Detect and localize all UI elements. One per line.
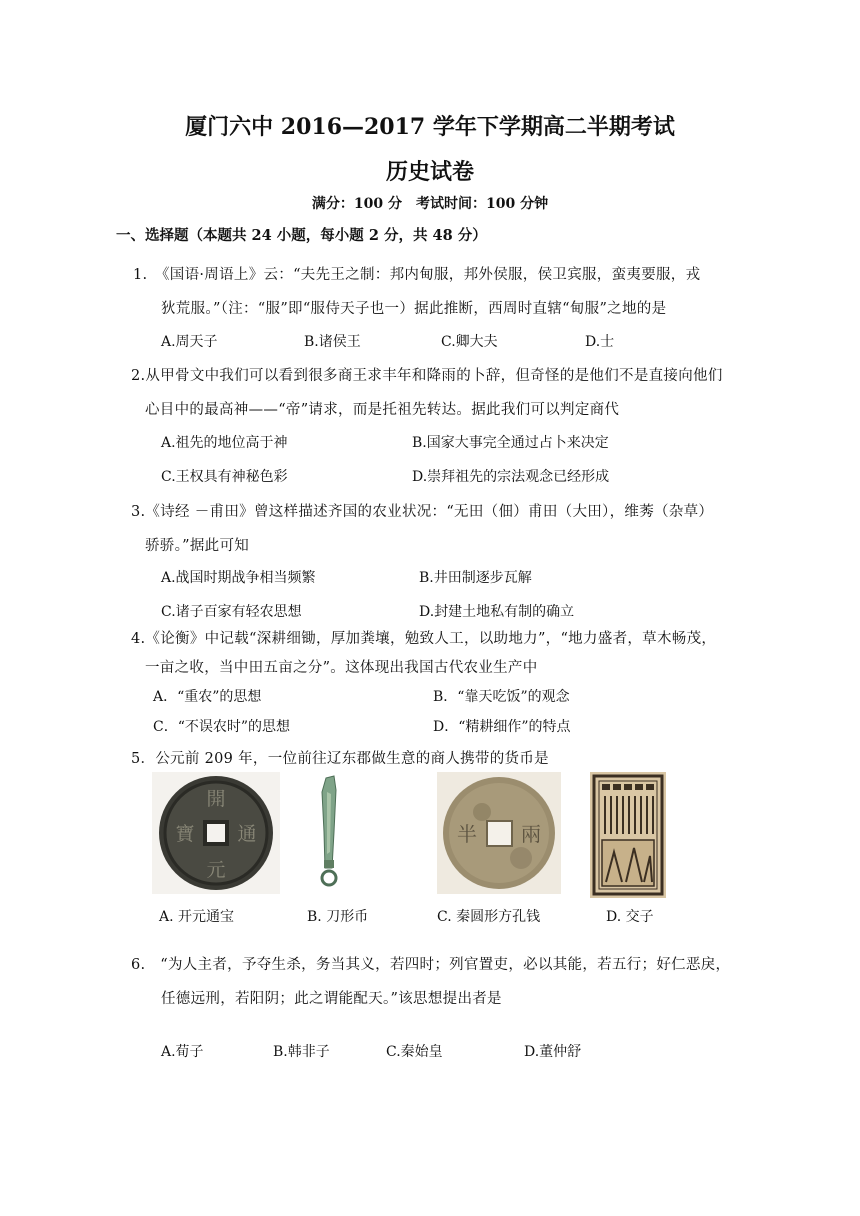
q6-option-a: A.荀子 — [161, 1044, 204, 1060]
q2-option-a: A.祖先的地位高于神 — [161, 435, 288, 451]
q4-line-2: 一亩之收，当中田五亩之分”。这体现出我国古代农业生产中 — [145, 660, 538, 676]
q5-line-1: 5．公元前 209 年，一位前往辽东郡做生意的商人携带的货币是 — [131, 751, 549, 767]
q4-option-c: C．“不误农时”的思想 — [153, 719, 291, 735]
q2-line-2: 心目中的最高神——“帝”请求，而是托祖先转达。据此我们可以判定商代 — [145, 402, 620, 418]
knife-money-image — [300, 772, 376, 894]
q3-line-2: 骄骄。”据此可知 — [145, 538, 250, 554]
exam-meta: 满分：100 分 考试时间：100 分钟 — [311, 196, 549, 212]
q4-option-b: B．“靠天吃饭”的观念 — [433, 689, 570, 705]
qin-banliang-coin-image — [437, 772, 561, 894]
coin1-char-top: 開 — [206, 788, 226, 810]
jiaozi-paper-note-image — [590, 772, 666, 898]
q1-option-d: D.士 — [585, 334, 615, 350]
exam-subtitle: 历史试卷 — [385, 159, 474, 185]
q5-option-b: B. 刀形币 — [307, 909, 369, 925]
q5-option-d: D. 交子 — [606, 909, 654, 925]
coin1-char-left: 寶 — [175, 823, 195, 845]
q3-option-b: B.井田制逐步瓦解 — [419, 570, 532, 586]
q2-option-c: C.王权具有神秘色彩 — [161, 469, 288, 485]
q3-option-a: A.战国时期战争相当频繁 — [161, 570, 316, 586]
coin3-char-left: 半 — [457, 822, 477, 846]
q3-line-1: 3.《诗经 －甫田》曾这样描述齐国的农业状况：“无田（佃）甫田（大田），维莠（杂草） — [131, 504, 714, 520]
coin1-char-right: 通 — [237, 823, 257, 845]
q4-line-1: 4.《论衡》中记载“深耕细锄，厚加粪壤，勉致人工，以助地力”，“地力盛者，草木畅茂， — [131, 631, 717, 647]
coin1-char-bottom: 元 — [206, 859, 226, 881]
q6-option-c: C.秦始皇 — [386, 1044, 443, 1060]
section-heading: 一、选择题（本题共 24 小题，每小题 2 分，共 48 分） — [116, 227, 487, 244]
q2-option-b: B.国家大事完全通过占卜来决定 — [412, 435, 609, 451]
exam-title: 厦门六中 2016—2017 学年下学期高二半期考试 — [185, 114, 675, 140]
q1-option-b: B.诸侯王 — [304, 334, 361, 350]
q6-option-d: D.董仲舒 — [524, 1044, 582, 1060]
q6-line-2: 任德远刑，若阳阴；此之谓能配天。”该思想提出者是 — [161, 991, 502, 1007]
q1-line-2: 狄荒服。”（注：“服”即“服侍天子也一）据此推断，西周时直辖“甸服”之地的是 — [161, 301, 667, 317]
q3-option-d: D.封建土地私有制的确立 — [419, 604, 575, 620]
q2-line-1: 2.从甲骨文中我们可以看到很多商王求丰年和降雨的卜辞，但奇怪的是他们不是直接向他们 — [131, 368, 723, 384]
kaiyuan-tongbao-coin-image — [152, 772, 280, 894]
q1-line-1: 1. 《国语·周语上》云：“夫先王之制：邦内甸服，邦外侯服，侯卫宾服，蛮夷要服，戎 — [133, 267, 701, 283]
q5-option-a: A. 开元通宝 — [159, 909, 235, 925]
q6-option-b: B.韩非子 — [273, 1044, 330, 1060]
q4-option-a: A．“重农”的思想 — [153, 689, 262, 705]
q5-option-c: C. 秦圆形方孔钱 — [437, 909, 541, 925]
q2-option-d: D.崇拜祖先的宗法观念已经形成 — [412, 469, 610, 485]
coin3-char-right: 兩 — [521, 822, 541, 846]
q6-line-1: 6. “为人主者，予夺生杀，务当其义，若四时；列官置吏，必以其能，若五行；好仁恶戾， — [131, 957, 731, 973]
q1-option-a: A.周天子 — [161, 334, 218, 350]
q1-option-c: C.卿大夫 — [441, 334, 498, 350]
q4-option-d: D．“精耕细作”的特点 — [433, 719, 571, 735]
q3-option-c: C.诸子百家有轻农思想 — [161, 604, 302, 620]
